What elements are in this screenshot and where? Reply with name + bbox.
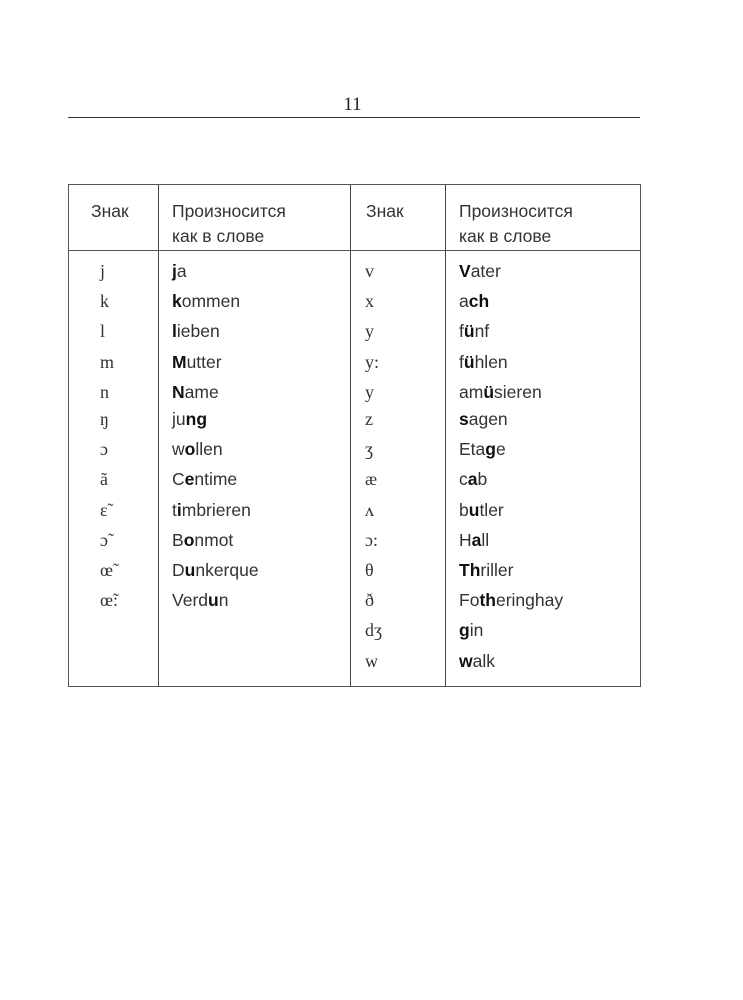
word-bold: th (479, 590, 496, 611)
word-pre: Fo (459, 590, 480, 611)
word-bold: Th (459, 560, 481, 580)
word-bold: s (459, 409, 469, 429)
word-post: mbrieren (181, 499, 251, 520)
word-pre: w (172, 439, 185, 460)
word-post: ommen (181, 291, 241, 312)
phonetic-sign: ɔ̃ (100, 529, 108, 550)
example-word (172, 409, 207, 430)
example-word (172, 352, 222, 373)
header-line2: как в слове (172, 226, 265, 246)
word-post: nkerque (195, 560, 259, 580)
word-post: sieren (494, 381, 542, 402)
column-divider (350, 185, 351, 686)
example-word (459, 651, 495, 672)
word-pre: Eta (459, 439, 486, 460)
header-line1: Произносится (459, 201, 573, 221)
word-bold: ü (463, 351, 475, 372)
word-post: ater (470, 261, 501, 281)
word-pre: c (459, 469, 468, 490)
example-word (172, 261, 187, 282)
example-word (459, 352, 508, 373)
example-word (459, 409, 508, 430)
phonetic-table (68, 184, 641, 687)
word-post: riller (480, 560, 514, 580)
phonetic-sign: ɔ (100, 439, 108, 460)
phonetic-sign: æ (365, 469, 378, 490)
phonetic-sign: z (365, 409, 373, 429)
word-bold: N (172, 381, 185, 402)
header-pronounced-left (172, 199, 286, 249)
word-pre: f (459, 321, 464, 342)
phonetic-sign: ʒ (365, 439, 373, 460)
word-bold: ü (483, 381, 495, 402)
word-bold: j (172, 261, 177, 281)
word-pre: ju (172, 409, 186, 429)
word-bold: u (468, 499, 480, 520)
phonetic-sign: l (100, 321, 106, 342)
word-post: ll (481, 529, 490, 550)
example-word (172, 439, 223, 460)
example-word (172, 382, 219, 403)
phonetic-sign: dʒ (365, 620, 382, 641)
word-bold: ng (185, 409, 208, 429)
example-word (459, 291, 489, 312)
example-word (172, 560, 259, 581)
word-post: eringhay (495, 590, 564, 611)
word-bold: e (184, 469, 195, 490)
phonetic-sign: k (100, 291, 109, 312)
word-post: ieben (176, 321, 220, 342)
phonetic-sign: w (365, 650, 378, 671)
header-sign-left: Знак (91, 201, 129, 221)
page-number: 11 (343, 94, 362, 115)
phonetic-sign: y: (365, 351, 380, 372)
example-word (459, 439, 506, 460)
word-pre: Verd (172, 590, 208, 611)
phonetic-sign: x (365, 291, 374, 312)
word-post: llen (195, 439, 223, 460)
word-bold: V (459, 261, 471, 281)
example-word (172, 590, 228, 611)
word-post: agen (468, 409, 508, 429)
example-word (172, 500, 251, 521)
header-sign-right: Знак (366, 201, 404, 221)
word-bold: ch (468, 291, 490, 312)
word-bold: l (172, 321, 177, 342)
phonetic-sign: ŋ (100, 409, 109, 429)
word-post: nmot (194, 529, 234, 550)
example-word (172, 469, 237, 490)
word-post: in (469, 620, 484, 641)
phonetic-sign: v (365, 261, 374, 281)
word-pre: am (459, 381, 484, 402)
phonetic-sign: ð (365, 590, 374, 611)
phonetic-sign: ʌ (365, 499, 374, 520)
phonetic-sign: œ̃: (100, 590, 118, 611)
phonetic-sign: j (100, 261, 106, 281)
word-post: e (495, 439, 506, 460)
example-word (172, 321, 220, 342)
word-pre: C (172, 469, 185, 490)
word-bold: u (184, 560, 196, 580)
word-bold: o (184, 439, 196, 460)
word-bold: a (467, 469, 478, 490)
phonetic-sign: y (365, 381, 374, 402)
example-word (459, 261, 501, 282)
word-pre: a (459, 291, 469, 312)
phonetic-sign: ɔ: (365, 529, 378, 550)
word-pre: B (172, 529, 184, 550)
example-word (459, 321, 489, 342)
word-bold: k (172, 291, 182, 312)
word-bold: a (471, 529, 482, 550)
word-bold: o (183, 529, 195, 550)
example-word (172, 291, 240, 312)
word-post: ame (184, 381, 219, 402)
word-post: hlen (474, 351, 508, 372)
word-post: ntime (194, 469, 238, 490)
example-word (459, 530, 489, 551)
example-word (459, 469, 487, 490)
phonetic-sign: n (100, 381, 109, 402)
header-pronounced-right (459, 199, 573, 249)
word-post: a (176, 261, 187, 281)
word-post: b (477, 469, 488, 490)
phonetic-sign: θ (365, 560, 374, 580)
example-word (459, 590, 563, 611)
example-word (172, 530, 233, 551)
header-divider (69, 250, 640, 251)
word-post: nf (474, 321, 490, 342)
word-post: alk (472, 650, 495, 671)
column-divider (158, 185, 159, 686)
phonetic-sign: m (100, 351, 115, 372)
word-pre: H (459, 529, 472, 550)
word-bold: M (172, 351, 187, 372)
word-bold: w (459, 650, 473, 671)
word-pre: f (459, 351, 464, 372)
phonetic-sign: œ̃ (100, 560, 113, 580)
header-line2: как в слове (459, 226, 552, 246)
header-rule (68, 117, 640, 118)
word-post: utter (186, 351, 222, 372)
word-post: tler (479, 499, 504, 520)
phonetic-sign: ɛ̃ (100, 499, 108, 520)
word-bold: g (459, 620, 470, 641)
word-pre: D (172, 560, 185, 580)
phonetic-sign: y (365, 321, 374, 342)
word-pre: b (459, 499, 469, 520)
phonetic-sign: ã (100, 469, 108, 490)
example-word (459, 620, 483, 641)
word-pre: t (172, 499, 177, 520)
word-bold: g (485, 439, 496, 460)
example-word (459, 382, 542, 403)
word-bold: i (176, 499, 182, 520)
word-bold: u (208, 590, 219, 611)
header-line1: Произносится (172, 201, 286, 221)
example-word (459, 500, 504, 521)
word-post: n (218, 590, 229, 611)
column-divider (445, 185, 446, 686)
example-word (459, 560, 513, 581)
word-bold: ü (463, 321, 475, 342)
